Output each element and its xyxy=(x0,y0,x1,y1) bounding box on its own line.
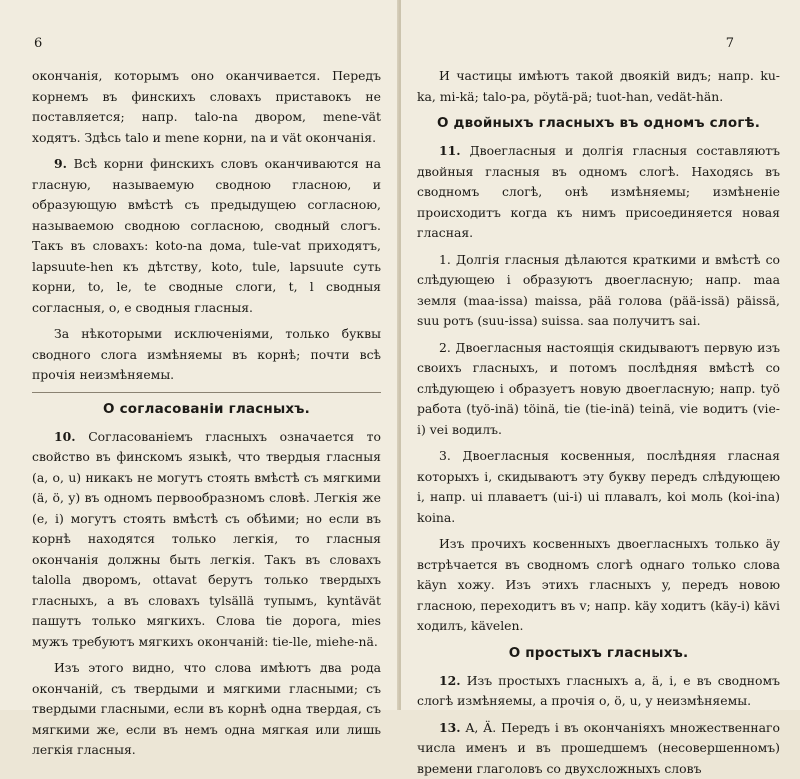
paragraph-11-3: 3. Двоегласныя косвенныя, послѣдняя гласная которыхъ i, скидываютъ эту букву передъ слѣдующею i, напр. ui плаваетъ (ui-i) ui плавалъ, koi моль (koi-ina) koina. xyxy=(417,446,780,528)
paragraph-13 xyxy=(417,718,780,779)
paragraph-11-number: 11. xyxy=(439,143,461,158)
paragraph-11 xyxy=(417,141,780,244)
right-page xyxy=(401,0,800,710)
paragraph-continuation: окончанія, которымъ оно оканчивается. Передъ корнемъ въ финскихъ словахъ приставокъ не поставляется; напр. talo-na двором, mene-vät ходятъ. Здѣсь talo и mene корни, na и vät окончанія. xyxy=(32,66,381,148)
paragraph-13-number: 13. xyxy=(439,720,461,735)
paragraph-12-number: 12. xyxy=(439,673,461,688)
paragraph-9-text: Всѣ корни финскихъ словъ оканчиваются на гласную, называемую сводною гласною, и образующую вмѣстѣ съ предыдущею согласною, называемою сводною согласною, сводный слогъ. Такъ въ словахъ: koto-na дома, tule-vat приходятъ, lapsuute-hen къ дѣтству, koto, tule, lapsuute суть корни, to, le, te сводные слоги, t, l сводныя согласныя, o, e сводныя гласныя. xyxy=(32,156,381,315)
page-number-right: 7 xyxy=(417,36,780,66)
paragraph-12-text: Изъ простыхъ гласныхъ a, ä, i, e въ сводномъ слогѣ измѣняемы, а прочія o, ö, u, y неизмѣняемы. xyxy=(417,673,780,709)
section-title-simple-vowels: О простыхъ гласныхъ. xyxy=(417,645,780,661)
paragraph-particles: И частицы имѣютъ такой двоякій видъ; напр. ku-ka, mi-kä; talo-pa, pöytä-pä; tuot-han, vedät-hän. xyxy=(417,66,780,107)
paragraph-11-text: Двоегласныя и долгія гласныя составляютъ двойныя гласныя въ одномъ слогѣ. Находясь въ сводномъ слогѣ, онѣ измѣняемы; измѣненіе происходитъ когда къ нимъ присоединяется новая гласная. xyxy=(417,143,780,240)
section-title-vowel-harmony: О согласованіи гласныхъ. xyxy=(32,401,381,417)
paragraph-9-number: 9. xyxy=(54,156,67,171)
left-page xyxy=(0,0,399,710)
paragraph-10-note: Изъ этого видно, что слова имѣютъ два рода окончаній, съ твердыми и мягкими гласными; съ твердыми гласными, если въ корнѣ одна твердая, съ мягкими же, если въ немъ одна мягкая или лишь легкія гласныя. xyxy=(32,658,381,761)
paragraph-13-text: A, Ä. Передъ i въ окончаніяхъ множественнаго числа именъ и въ прошедшемъ (несовершенномъ) времени глаголовъ со двухсложныхъ словъ xyxy=(417,720,780,776)
paragraph-9 xyxy=(32,154,381,318)
paragraph-11-2: 2. Двоегласныя настоящія скидываютъ первую изъ своихъ гласныхъ, и потомъ послѣдняя вмѣстѣ со слѣдующею i образуетъ новую двоегласную; напр. työ работа (työ-inä) töinä, tie (tie-inä) teinä, vie водитъ (vie-i) vei водилъ. xyxy=(417,338,780,441)
page-number-left: 6 xyxy=(32,36,381,66)
paragraph-12 xyxy=(417,671,780,712)
paragraph-10 xyxy=(32,427,381,653)
paragraph-10-number: 10. xyxy=(54,429,76,444)
section-title-double-vowels: О двойныхъ гласныхъ въ одномъ слогѣ. xyxy=(417,115,780,131)
paragraph-11-1: 1. Долгія гласныя дѣлаются краткими и вмѣстѣ со слѣдующею i образуютъ двоегласную; напр. maa земля (maa-issa) maissa, pää голова (pää-issä) päissä, suu ротъ (suu-issa) suissa. saa получитъ sai. xyxy=(417,250,780,332)
paragraph-10-text: Согласованіемъ гласныхъ означается то свойство въ финскомъ языкѣ, что твердыя гласныя (a, o, u) никакъ не могутъ стоять вмѣстѣ съ мягкими (ä, ö, y) въ одномъ первообразномъ словѣ. Легкія же (e, i) могутъ стоять вмѣстѣ съ обѣими; но если въ корнѣ находятся только легкія, то гласныя окончанія должны быть легкія. Такъ въ словахъ talolla дворомъ, ottavat берутъ только твердыхъ гласныхъ, а въ словахъ tylsällä тупымъ, kyntävät пашутъ только мягкихъ. Слова tie дорога, mies мужъ требуютъ мягкихъ окончаній: tie-lle, miehe-nä. xyxy=(32,429,381,649)
section-rule xyxy=(32,392,381,393)
paragraph-9-note: За нѣкоторыми исключеніями, только буквы сводного слога измѣняемы въ корнѣ; почти всѣ прочія неизмѣняемы. xyxy=(32,324,381,386)
paragraph-11-note: Изъ прочихъ косвенныхъ двоегласныхъ только äy встрѣчается въ сводномъ слогѣ однаго только слова käyn хожу. Изъ этихъ гласныхъ y, передъ новою гласною, переходитъ въ v; напр. käy ходитъ (käy-i) kävi ходилъ, kävelen. xyxy=(417,534,780,637)
